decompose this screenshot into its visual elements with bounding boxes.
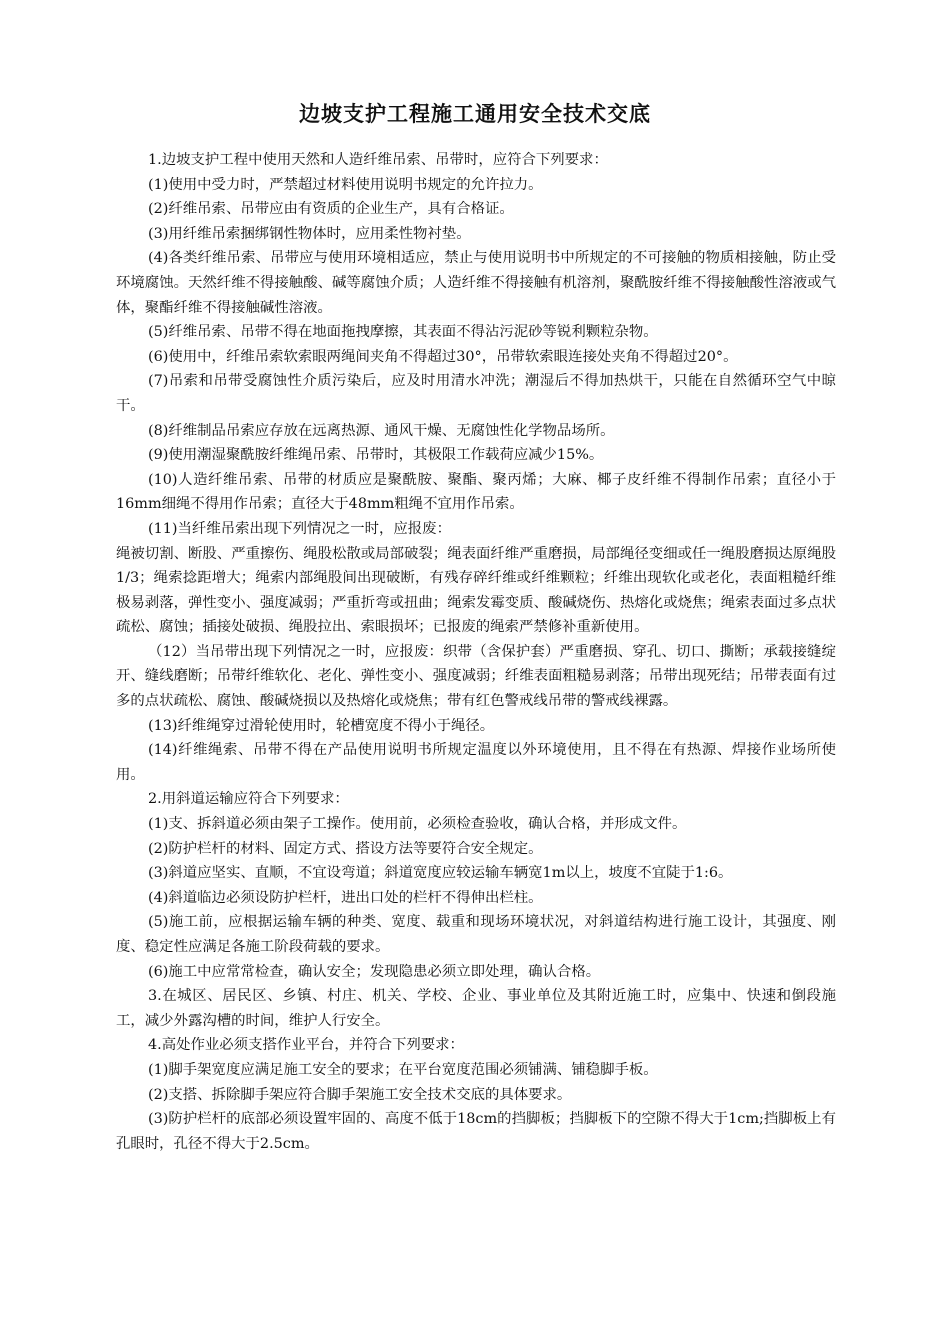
paragraph-27: (2)支搭、拆除脚手架应符合脚手架施工安全技术交底的具体要求。 (148, 1086, 572, 1103)
paragraph-21: (4)斜道临边必须设防护栏杆，进出口处的栏杆不得伸出栏柱。 (148, 889, 543, 906)
paragraph-2: (1)使用中受力时，严禁超过材料使用说明书规定的允许拉力。 (148, 176, 543, 193)
document-title: 边坡支护工程施工通用安全技术交底 (299, 102, 651, 126)
paragraph-15: (13)纤维绳穿过滑轮使用时，轮槽宽度不得小于绳径。 (148, 717, 495, 734)
paragraph-11: (10)人造纤维吊索、吊带的材质应是聚酰胺、聚酯、聚丙烯；大麻、椰子皮纤维不得制作吊索；直径小于16mm细绳不得用作吊索；直径大于48mm粗绳不宜用作吊索。 (116, 471, 836, 513)
paragraph-1: 1.边坡支护工程中使用天然和人造纤维吊索、吊带时，应符合下列要求： (148, 152, 608, 168)
paragraph-18: (1)支、拆斜道必须由架子工操作。使用前，必须检查验收，确认合格，并形成文件。 (148, 816, 687, 833)
paragraph-17: 2.用斜道运输应符合下列要求： (148, 791, 349, 808)
paragraph-7: (6)使用中，纤维吊索软索眼两绳间夹角不得超过30°，吊带软索眼连接处夹角不得超过20°。 (148, 348, 738, 365)
paragraph-4: (3)用纤维吊索捆绑钢性物体时，应用柔性物衬垫。 (148, 225, 471, 242)
paragraph-20: (3)斜道应坚实、直顺，不宜设弯道；斜道宽度应较运输车辆宽1m以上，坡度不宜陡于1:6。 (148, 865, 733, 882)
paragraph-12: (11)当纤维吊索出现下列情况之一时，应报废： (148, 520, 451, 537)
paragraph-16: (14)纤维绳索、吊带不得在产品使用说明书所规定温度以外环境使用，且不得在有热源、焊接作业场所使用。 (116, 742, 836, 783)
paragraph-6: (5)纤维吊索、吊带不得在地面拖拽摩擦，其表面不得沾污泥砂等锐利颗粒杂物。 (148, 324, 658, 341)
paragraph-10: (9)使用潮湿聚酰胺纤维绳吊索、吊带时，其极限工作载荷应减少15%。 (148, 447, 604, 464)
paragraph-24: 3.在城区、居民区、乡镇、村庄、机关、学校、企业、事业单位及其附近施工时，应集中、快速和倒段施工，减少外露沟槽的时间，维护人行安全。 (116, 988, 836, 1029)
paragraph-28: (3)防护栏杆的底部必须设置牢固的、高度不低于18cm的挡脚板；挡脚板下的空隙不得大于1cm;挡脚板上有孔眼时，孔径不得大于2.5cm。 (116, 1111, 836, 1152)
paragraph-25: 4.高处作业必须支搭作业平台，并符合下列要求： (148, 1037, 464, 1054)
paragraph-3: (2)纤维吊索、吊带应由有资质的企业生产，具有合格证。 (148, 201, 514, 218)
paragraph-5: (4)各类纤维吊索、吊带应与使用环境相适应，禁止与使用说明书中所规定的不可接触的物质相接触，防止受环境腐蚀。天然纤维不得接触酸、碱等腐蚀介质；人造纤维不得接触有机溶剂，聚酰胺纤维不得接触酸性溶液或气体，聚酯纤维不得接触碱性溶液。 (116, 250, 836, 316)
paragraph-26: (1)脚手架宽度应满足施工安全的要求；在平台宽度范围必须铺满、铺稳脚手板。 (148, 1061, 658, 1078)
paragraph-23: (6)施工中应常常检查，确认安全；发现隐患必须立即处理，确认合格。 (148, 963, 601, 980)
document-body (116, 148, 836, 1156)
paragraph-8: (7)吊索和吊带受腐蚀性介质污染后，应及时用清水冲洗；潮湿后不得加热烘干，只能在自然循环空气中晾干。 (116, 373, 836, 414)
paragraph-14: （12）当吊带出现下列情况之一时，应报废：织带（含保护套）严重磨损、穿孔、切口、撕断；承载接缝绽开、缝线磨断；吊带纤维软化、老化、弹性变小、强度减弱；纤维表面粗糙易剥落；吊带出现死结；吊带表面有过多的点状疏松、腐蚀、酸碱烧损以及热熔化或烧焦；带有红色警戒线吊带的警戒线裸露。 (116, 643, 836, 710)
paragraph-22: (5)施工前，应根据运输车辆的种类、宽度、载重和现场环境状况，对斜道结构进行施工设计，其强度、刚度、稳定性应满足各施工阶段荷载的要求。 (116, 914, 836, 955)
paragraph-9: (8)纤维制品吊索应存放在远离热源、通风干燥、无腐蚀性化学物品场所。 (148, 422, 615, 439)
paragraph-19: (2)防护栏杆的材料、固定方式、搭设方法等要符合安全规定。 (148, 840, 543, 857)
paragraph-13: 绳被切割、断股、严重擦伤、绳股松散或局部破裂；绳表面纤维严重磨损，局部绳径变细或任一绳股磨损达原绳股1/3；绳索捻距增大；绳索内部绳股间出现破断，有残存碎纤维或纤维颗粒；纤维出现软化或老化，表面粗糙纤维极易剥落，弹性变小、强度减弱；严重折弯或扭曲；绳索发霉变质、酸碱烧伤、热熔化或烧焦；绳索表面过多点状疏松、腐蚀；插接处破损、绳股拉出、索眼损坏；已报废的绳索严禁修补重新使用。 (116, 545, 836, 636)
